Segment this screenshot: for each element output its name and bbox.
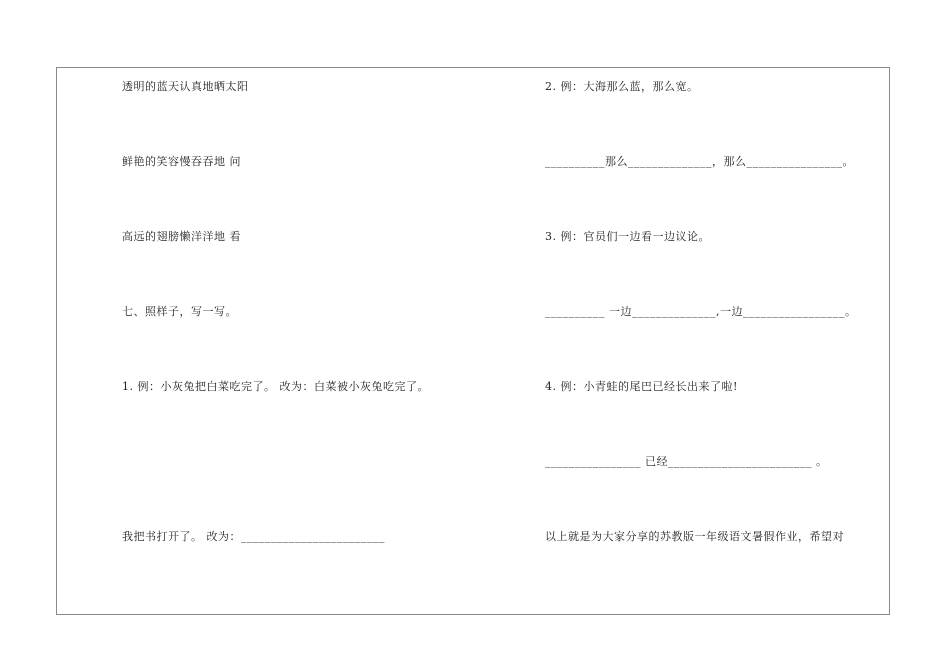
poem-line-3: 高远的翅膀懒洋洋地 看 <box>122 230 241 243</box>
example-1: 1. 例：小灰兔把白菜吃完了。 改为：白菜被小灰兔吃完了。 <box>122 380 429 393</box>
example-1-task: 我把书打开了。 改为：________________________ <box>122 530 385 543</box>
example-4-blank: ________________ 已经________________________ 。 <box>545 455 828 468</box>
poem-line-2: 鲜艳的笑容慢吞吞地 问 <box>122 155 241 168</box>
example-2: 2. 例：大海那么蓝，那么宽。 <box>545 80 699 93</box>
example-3: 3. 例：官员们一边看一边议论。 <box>545 230 710 243</box>
example-4: 4. 例：小青蛙的尾巴已经长出来了啦! <box>545 380 738 393</box>
closing-text: 以上就是为大家分享的苏教版一年级语文暑假作业，希望对 <box>545 530 844 543</box>
section-heading: 七、照样子，写一写。 <box>122 305 237 318</box>
example-3-blank: __________ 一边______________,一边_________________。 <box>545 305 857 318</box>
poem-line-1: 透明的蓝天认真地晒太阳 <box>122 80 249 93</box>
example-2-blank: __________那么______________，那么________________。 <box>545 155 854 168</box>
